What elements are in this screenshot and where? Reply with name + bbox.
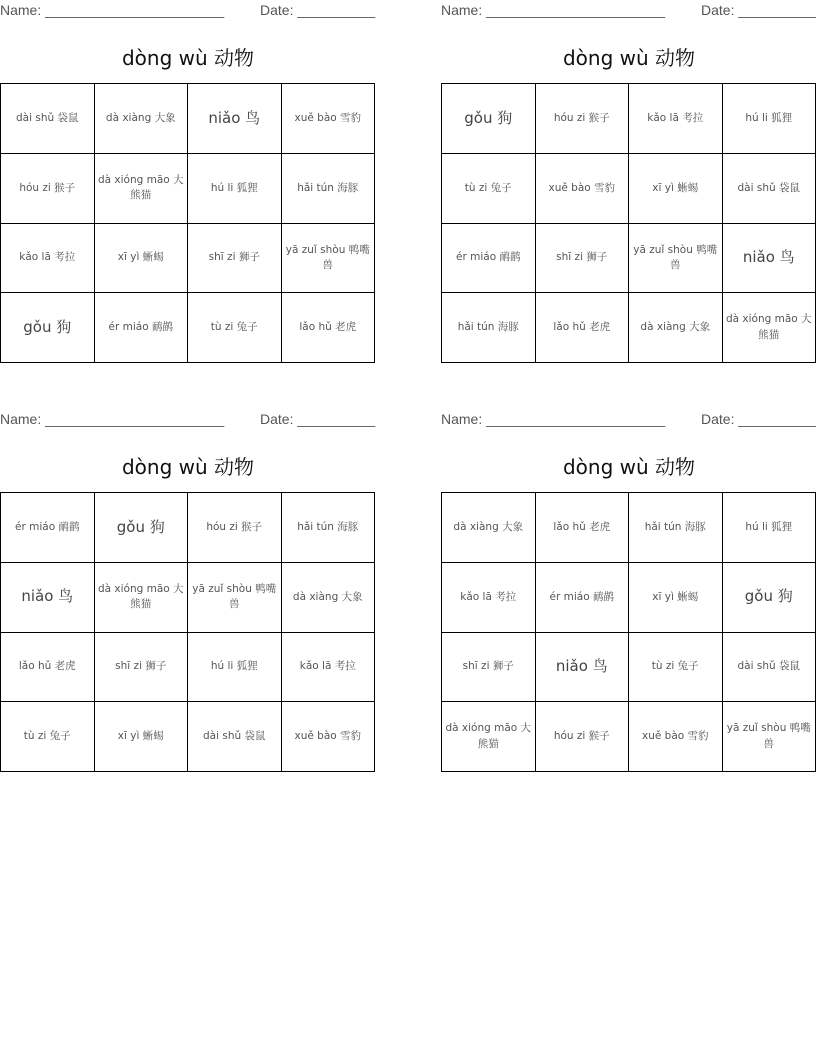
bingo-cell: hǎi tún 海豚 bbox=[442, 293, 536, 363]
date-field-label: Date: __________ bbox=[260, 2, 376, 18]
name-field-label: Name: _______________________ bbox=[441, 2, 666, 18]
bingo-cell: lǎo hǔ 老虎 bbox=[536, 493, 630, 563]
card-title: dòng wù 动物 bbox=[562, 46, 696, 70]
card-header bbox=[441, 411, 816, 429]
bingo-cell: xuě bào 雪豹 bbox=[629, 702, 723, 772]
card-header bbox=[0, 2, 376, 20]
bingo-cell: gǒu 狗 bbox=[95, 493, 189, 563]
bingo-grid bbox=[0, 492, 375, 772]
bingo-cell: yā zuǐ shòu 鸭嘴兽 bbox=[188, 563, 282, 633]
card-header bbox=[441, 2, 816, 20]
bingo-cell: xī yì 蜥蜴 bbox=[629, 154, 723, 224]
bingo-cell: dài shǔ 袋鼠 bbox=[188, 702, 282, 772]
bingo-cell: hóu zi 猴子 bbox=[536, 84, 630, 154]
card-title: dòng wù 动物 bbox=[562, 455, 696, 479]
bingo-cell: xuě bào 雪豹 bbox=[282, 702, 376, 772]
bingo-cell: yā zuǐ shòu 鸭嘴兽 bbox=[723, 702, 816, 772]
bingo-cell: gǒu 狗 bbox=[1, 293, 95, 363]
date-field-label: Date: __________ bbox=[701, 411, 816, 427]
bingo-cell: niǎo 鸟 bbox=[188, 84, 282, 154]
bingo-cell: dà xiàng 大象 bbox=[95, 84, 189, 154]
bingo-cell: hú li 狐狸 bbox=[723, 493, 816, 563]
bingo-cell: shī zi 狮子 bbox=[442, 633, 536, 703]
bingo-cell: ér miáo 鸸鹋 bbox=[1, 493, 95, 563]
bingo-card-3 bbox=[0, 409, 376, 789]
card-title: dòng wù 动物 bbox=[121, 455, 255, 479]
bingo-grid bbox=[441, 492, 816, 772]
bingo-cell: xī yì 蜥蜴 bbox=[95, 224, 189, 294]
bingo-cell: ér miáo 鸸鹋 bbox=[95, 293, 189, 363]
bingo-card-4 bbox=[441, 409, 816, 789]
bingo-grid bbox=[441, 83, 816, 363]
bingo-cell: dà xióng māo 大熊猫 bbox=[95, 563, 189, 633]
bingo-cell: xī yì 蜥蜴 bbox=[629, 563, 723, 633]
bingo-cell: xī yì 蜥蜴 bbox=[95, 702, 189, 772]
name-field-label: Name: _______________________ bbox=[0, 411, 225, 427]
bingo-cell: xuě bào 雪豹 bbox=[282, 84, 376, 154]
bingo-cell: hǎi tún 海豚 bbox=[282, 154, 376, 224]
bingo-cell: ér miáo 鸸鹋 bbox=[536, 563, 630, 633]
bingo-cell: hóu zi 猴子 bbox=[536, 702, 630, 772]
bingo-cell: gǒu 狗 bbox=[442, 84, 536, 154]
bingo-cell: tù zi 兔子 bbox=[188, 293, 282, 363]
bingo-cell: hǎi tún 海豚 bbox=[282, 493, 376, 563]
bingo-cell: shī zi 狮子 bbox=[95, 633, 189, 703]
bingo-cell: niǎo 鸟 bbox=[723, 224, 816, 294]
bingo-cell: gǒu 狗 bbox=[723, 563, 816, 633]
bingo-cell: hú li 狐狸 bbox=[723, 84, 816, 154]
bingo-cell: dà xióng māo 大熊猫 bbox=[442, 702, 536, 772]
bingo-cell: dà xióng māo 大熊猫 bbox=[723, 293, 816, 363]
name-field-label: Name: _______________________ bbox=[0, 2, 225, 18]
bingo-cell: shī zi 狮子 bbox=[188, 224, 282, 294]
bingo-cell: dà xiàng 大象 bbox=[282, 563, 376, 633]
card-header bbox=[0, 411, 376, 429]
bingo-cell: hú li 狐狸 bbox=[188, 633, 282, 703]
bingo-cell: niǎo 鸟 bbox=[536, 633, 630, 703]
bingo-cell: kǎo lā 考拉 bbox=[629, 84, 723, 154]
bingo-cell: hóu zi 猴子 bbox=[1, 154, 95, 224]
bingo-cell: niǎo 鸟 bbox=[1, 563, 95, 633]
bingo-cell: dà xiàng 大象 bbox=[629, 293, 723, 363]
bingo-cell: lǎo hǔ 老虎 bbox=[536, 293, 630, 363]
date-field-label: Date: __________ bbox=[260, 411, 376, 427]
bingo-cell: yā zuǐ shòu 鸭嘴兽 bbox=[629, 224, 723, 294]
name-field-label: Name: _______________________ bbox=[441, 411, 666, 427]
bingo-cell: kǎo lā 考拉 bbox=[282, 633, 376, 703]
bingo-cell: tù zi 兔子 bbox=[629, 633, 723, 703]
date-field-label: Date: __________ bbox=[701, 2, 816, 18]
card-title: dòng wù 动物 bbox=[121, 46, 255, 70]
bingo-cell: dài shǔ 袋鼠 bbox=[723, 154, 816, 224]
bingo-cell: tù zi 兔子 bbox=[442, 154, 536, 224]
bingo-cell: hóu zi 猴子 bbox=[188, 493, 282, 563]
bingo-cell: hú li 狐狸 bbox=[188, 154, 282, 224]
bingo-cell: tù zi 兔子 bbox=[1, 702, 95, 772]
bingo-cell: kǎo lā 考拉 bbox=[1, 224, 95, 294]
bingo-cell: hǎi tún 海豚 bbox=[629, 493, 723, 563]
bingo-cell: dà xióng māo 大熊猫 bbox=[95, 154, 189, 224]
bingo-cell: dà xiàng 大象 bbox=[442, 493, 536, 563]
bingo-card-1 bbox=[0, 0, 376, 380]
bingo-cell: lǎo hǔ 老虎 bbox=[282, 293, 376, 363]
bingo-cell: yā zuǐ shòu 鸭嘴兽 bbox=[282, 224, 376, 294]
bingo-cell: xuě bào 雪豹 bbox=[536, 154, 630, 224]
bingo-card-2 bbox=[441, 0, 816, 380]
bingo-cell: dài shǔ 袋鼠 bbox=[1, 84, 95, 154]
bingo-cell: ér miáo 鸸鹋 bbox=[442, 224, 536, 294]
bingo-cell: kǎo lā 考拉 bbox=[442, 563, 536, 633]
bingo-cell: lǎo hǔ 老虎 bbox=[1, 633, 95, 703]
bingo-grid bbox=[0, 83, 375, 363]
bingo-cell: dài shǔ 袋鼠 bbox=[723, 633, 816, 703]
bingo-cell: shī zi 狮子 bbox=[536, 224, 630, 294]
